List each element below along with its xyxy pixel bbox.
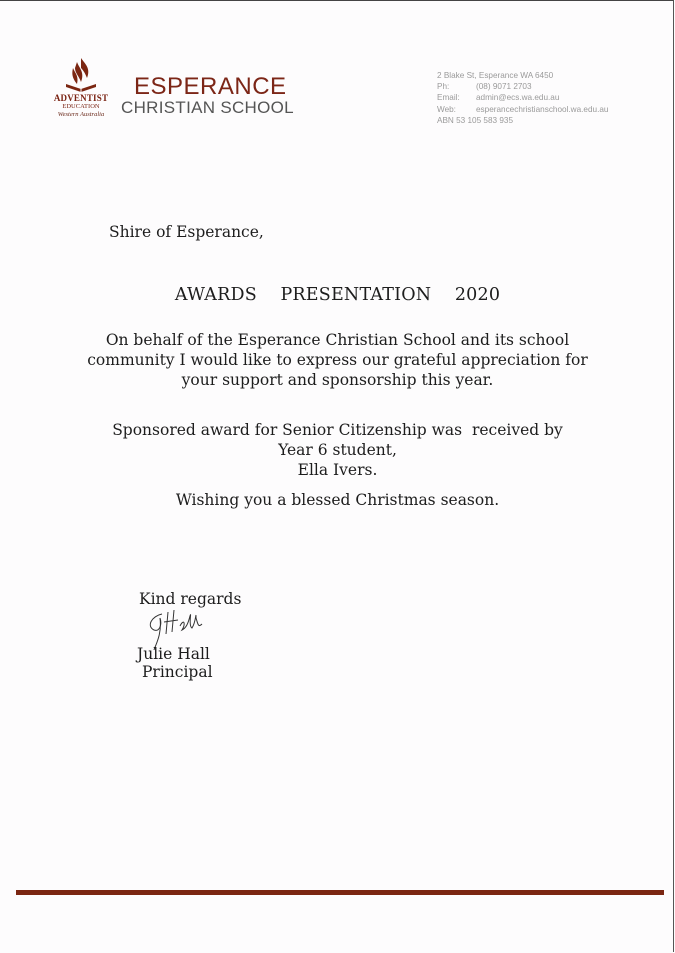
logo-text-region: Western Australia [57,111,105,118]
logo-text-education: EDUCATION [62,103,100,110]
signatory-title: Principal [142,663,213,681]
contact-web: Web: esperancechristianschool.wa.edu.au [437,104,609,114]
addressee: Shire of Esperance, [109,223,264,241]
contact-block [437,70,608,126]
paragraph-award [0,420,675,480]
contact-email: Email: admin@ecs.wa.edu.au [437,93,560,103]
paragraph-line: Year 6 student, [278,441,397,459]
paragraph-line: Ella Ivers. [297,461,378,479]
paragraph-line: Sponsored award for Senior Citizenship was received by [112,421,563,439]
school-name-line1: ESPERANCE [134,73,287,100]
adventist-education-logo [52,56,110,122]
paragraph-wishes: Wishing you a blessed Christmas season. [175,491,500,509]
footer-bar [16,890,664,895]
closing: Kind regards [139,590,242,608]
school-name-line2: CHRISTIAN SCHOOL [121,98,294,117]
flame-book-icon [63,56,99,94]
paragraph-line: community I would like to express our grateful appreciation for [87,351,588,369]
contact-phone: Ph: (08) 9071 2703 [437,82,532,92]
signatory-name: Julie Hall [137,645,210,663]
logo-text-adventist: ADVENTIST [53,93,109,103]
paragraph-line: your support and sponsorship this year. [181,371,494,389]
contact-address: 2 Blake St, Esperance WA 6450 [437,71,554,80]
paragraph-line: On behalf of the Esperance Christian School and its school [105,331,570,349]
letter-heading: AWARDS PRESENTATION 2020 [174,285,501,305]
paragraph-appreciation [0,330,675,390]
contact-abn: ABN 53 105 583 935 [437,115,514,125]
